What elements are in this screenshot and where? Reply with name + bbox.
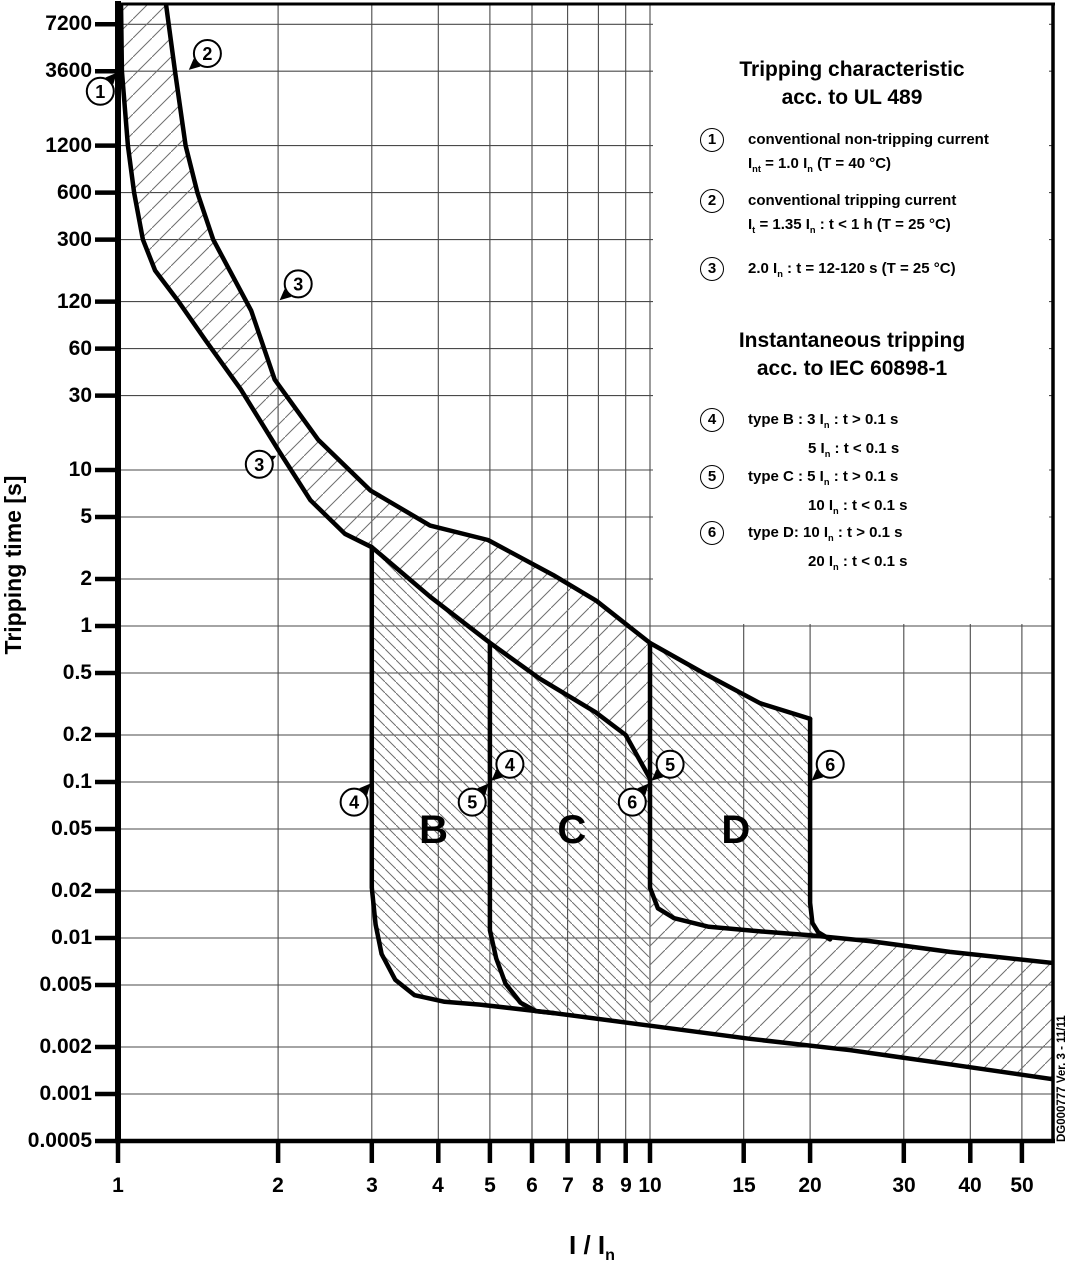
y-axis-title: Tripping time [s] (0, 475, 26, 655)
y-tick-label: 0.0005 (27, 1129, 92, 1152)
legend-item-number-6: 6 (700, 521, 724, 545)
legend-title-ul489 (656, 56, 1048, 112)
legend-title-iec60898-line2: acc. to IEC 60898-1 (756, 357, 948, 380)
x-tick-label: 7 (562, 1174, 574, 1197)
x-tick-label: 10 (638, 1174, 662, 1197)
legend-item-line: 10 $I_n$ : t < 0.1 s (808, 497, 908, 516)
legend-item-text (748, 257, 1048, 286)
y-tick-label: 600 (56, 181, 92, 204)
region-label-C: C (557, 808, 587, 852)
x-tick-label: 30 (892, 1174, 916, 1197)
y-tick-label: 30 (68, 384, 92, 407)
x-tick-label: 6 (526, 1174, 538, 1197)
x-tick-label: 2 (272, 1174, 284, 1197)
y-tick-label: 3600 (45, 59, 92, 82)
x-tick-label: 9 (620, 1174, 632, 1197)
legend-item-line: 5 $I_n$ : t < 0.1 s (808, 440, 900, 459)
legend-title-ul489-line1: Tripping characteristic (739, 58, 965, 81)
legend-item-5 (656, 465, 1048, 523)
x-tick-label: 20 (798, 1174, 822, 1197)
legend-item-text (748, 128, 1048, 181)
legend-item-number-4: 4 (700, 408, 724, 432)
x-tick-label: 3 (366, 1174, 378, 1197)
y-tick-label: 0.02 (51, 879, 92, 902)
y-tick-label: 60 (68, 337, 92, 360)
callout-number-5: 5 (467, 792, 478, 813)
y-tick-label: 0.005 (39, 973, 92, 996)
y-tick-label: 2 (80, 567, 92, 590)
legend-item-line: conventional non-tripping current (748, 131, 989, 148)
legend-item-2 (656, 189, 1048, 242)
y-tick-label: 0.001 (39, 1082, 92, 1105)
legend-title-iec60898-line1: Instantaneous tripping (738, 329, 966, 352)
callout-number-6: 6 (627, 792, 638, 813)
legend-item-number-1: 1 (700, 128, 724, 152)
legend-item-line: $I_{nt} = 1.0$ $I_n$ (T = 40 °C) (748, 155, 892, 174)
x-axis-title-subscript: n (605, 1246, 615, 1265)
callout-number-3: 3 (254, 454, 265, 475)
x-tick-label: 50 (1010, 1174, 1034, 1197)
legend-item-1 (656, 128, 1048, 181)
callout-number-4: 4 (504, 754, 515, 775)
legend-item-line: type D: 10 $I_n$ : t > 0.1 s (748, 524, 903, 543)
region-label-B: B (419, 808, 449, 852)
y-tick-label: 120 (56, 290, 92, 313)
legend-item-number-2: 2 (700, 189, 724, 213)
legend-item-4 (656, 408, 1048, 466)
legend-item-text (748, 189, 1048, 242)
legend-item-line: 2.0 $I_n$ : t = 12-120 s (T = 25 °C) (748, 260, 956, 279)
x-axis-title (492, 1230, 692, 1265)
x-tick-label: 1 (112, 1174, 124, 1197)
x-tick-label: 15 (732, 1174, 756, 1197)
y-tick-label: 0.01 (51, 926, 92, 949)
legend-item-line: conventional tripping current (748, 192, 957, 209)
y-tick-label: 0.2 (62, 723, 92, 746)
callout-number-3: 3 (293, 274, 304, 295)
x-tick-label: 40 (958, 1174, 982, 1197)
callout-number-2: 2 (202, 44, 213, 64)
legend-item-line: 20 $I_n$ : t < 0.1 s (808, 553, 908, 572)
x-tick-label: 5 (484, 1174, 496, 1197)
y-tick-label: 0.05 (51, 817, 92, 840)
legend-item-number-3: 3 (700, 257, 724, 281)
legend-item-text (748, 465, 1048, 523)
hatch-region-D (650, 643, 830, 939)
y-tick-label: 0.002 (39, 1035, 92, 1058)
legend-item-6 (656, 521, 1048, 579)
legend-item-line: type B : 3 $I_n$ : t > 0.1 s (748, 411, 899, 430)
callout-number-6: 6 (825, 754, 836, 775)
y-tick-label: 0.5 (62, 661, 92, 684)
legend-item-text (748, 521, 1048, 579)
x-tick-label: 8 (592, 1174, 604, 1197)
document-revision-note: DG000777 Ver. 3 - 11/11 (1056, 1015, 1068, 1142)
region-label-D: D (721, 808, 751, 852)
legend-item-line: type C : 5 $I_n$ : t > 0.1 s (748, 468, 899, 487)
y-tick-label: 10 (68, 458, 92, 481)
legend-item-number-5: 5 (700, 465, 724, 489)
legend-item-text (748, 408, 1048, 466)
y-tick-label: 300 (56, 228, 92, 251)
callout-number-5: 5 (665, 754, 676, 775)
y-tick-label: 0.1 (62, 770, 92, 793)
legend-title-iec60898 (656, 327, 1048, 383)
callout-number-4: 4 (349, 792, 360, 813)
callout-number-1: 1 (95, 81, 106, 102)
legend-item-line: $I_t = 1.35$ $I_n$ : t < 1 h (T = 25 °C) (748, 216, 951, 235)
y-tick-label: 5 (80, 505, 92, 528)
legend-title-ul489-line2: acc. to UL 489 (781, 86, 923, 109)
x-tick-label: 4 (432, 1174, 444, 1197)
y-tick-label: 7200 (45, 12, 92, 35)
legend-item-3 (656, 257, 1048, 286)
x-axis-title-text: I / I (569, 1230, 606, 1260)
y-tick-label: 1 (80, 614, 92, 637)
y-tick-label: 1200 (45, 134, 92, 157)
